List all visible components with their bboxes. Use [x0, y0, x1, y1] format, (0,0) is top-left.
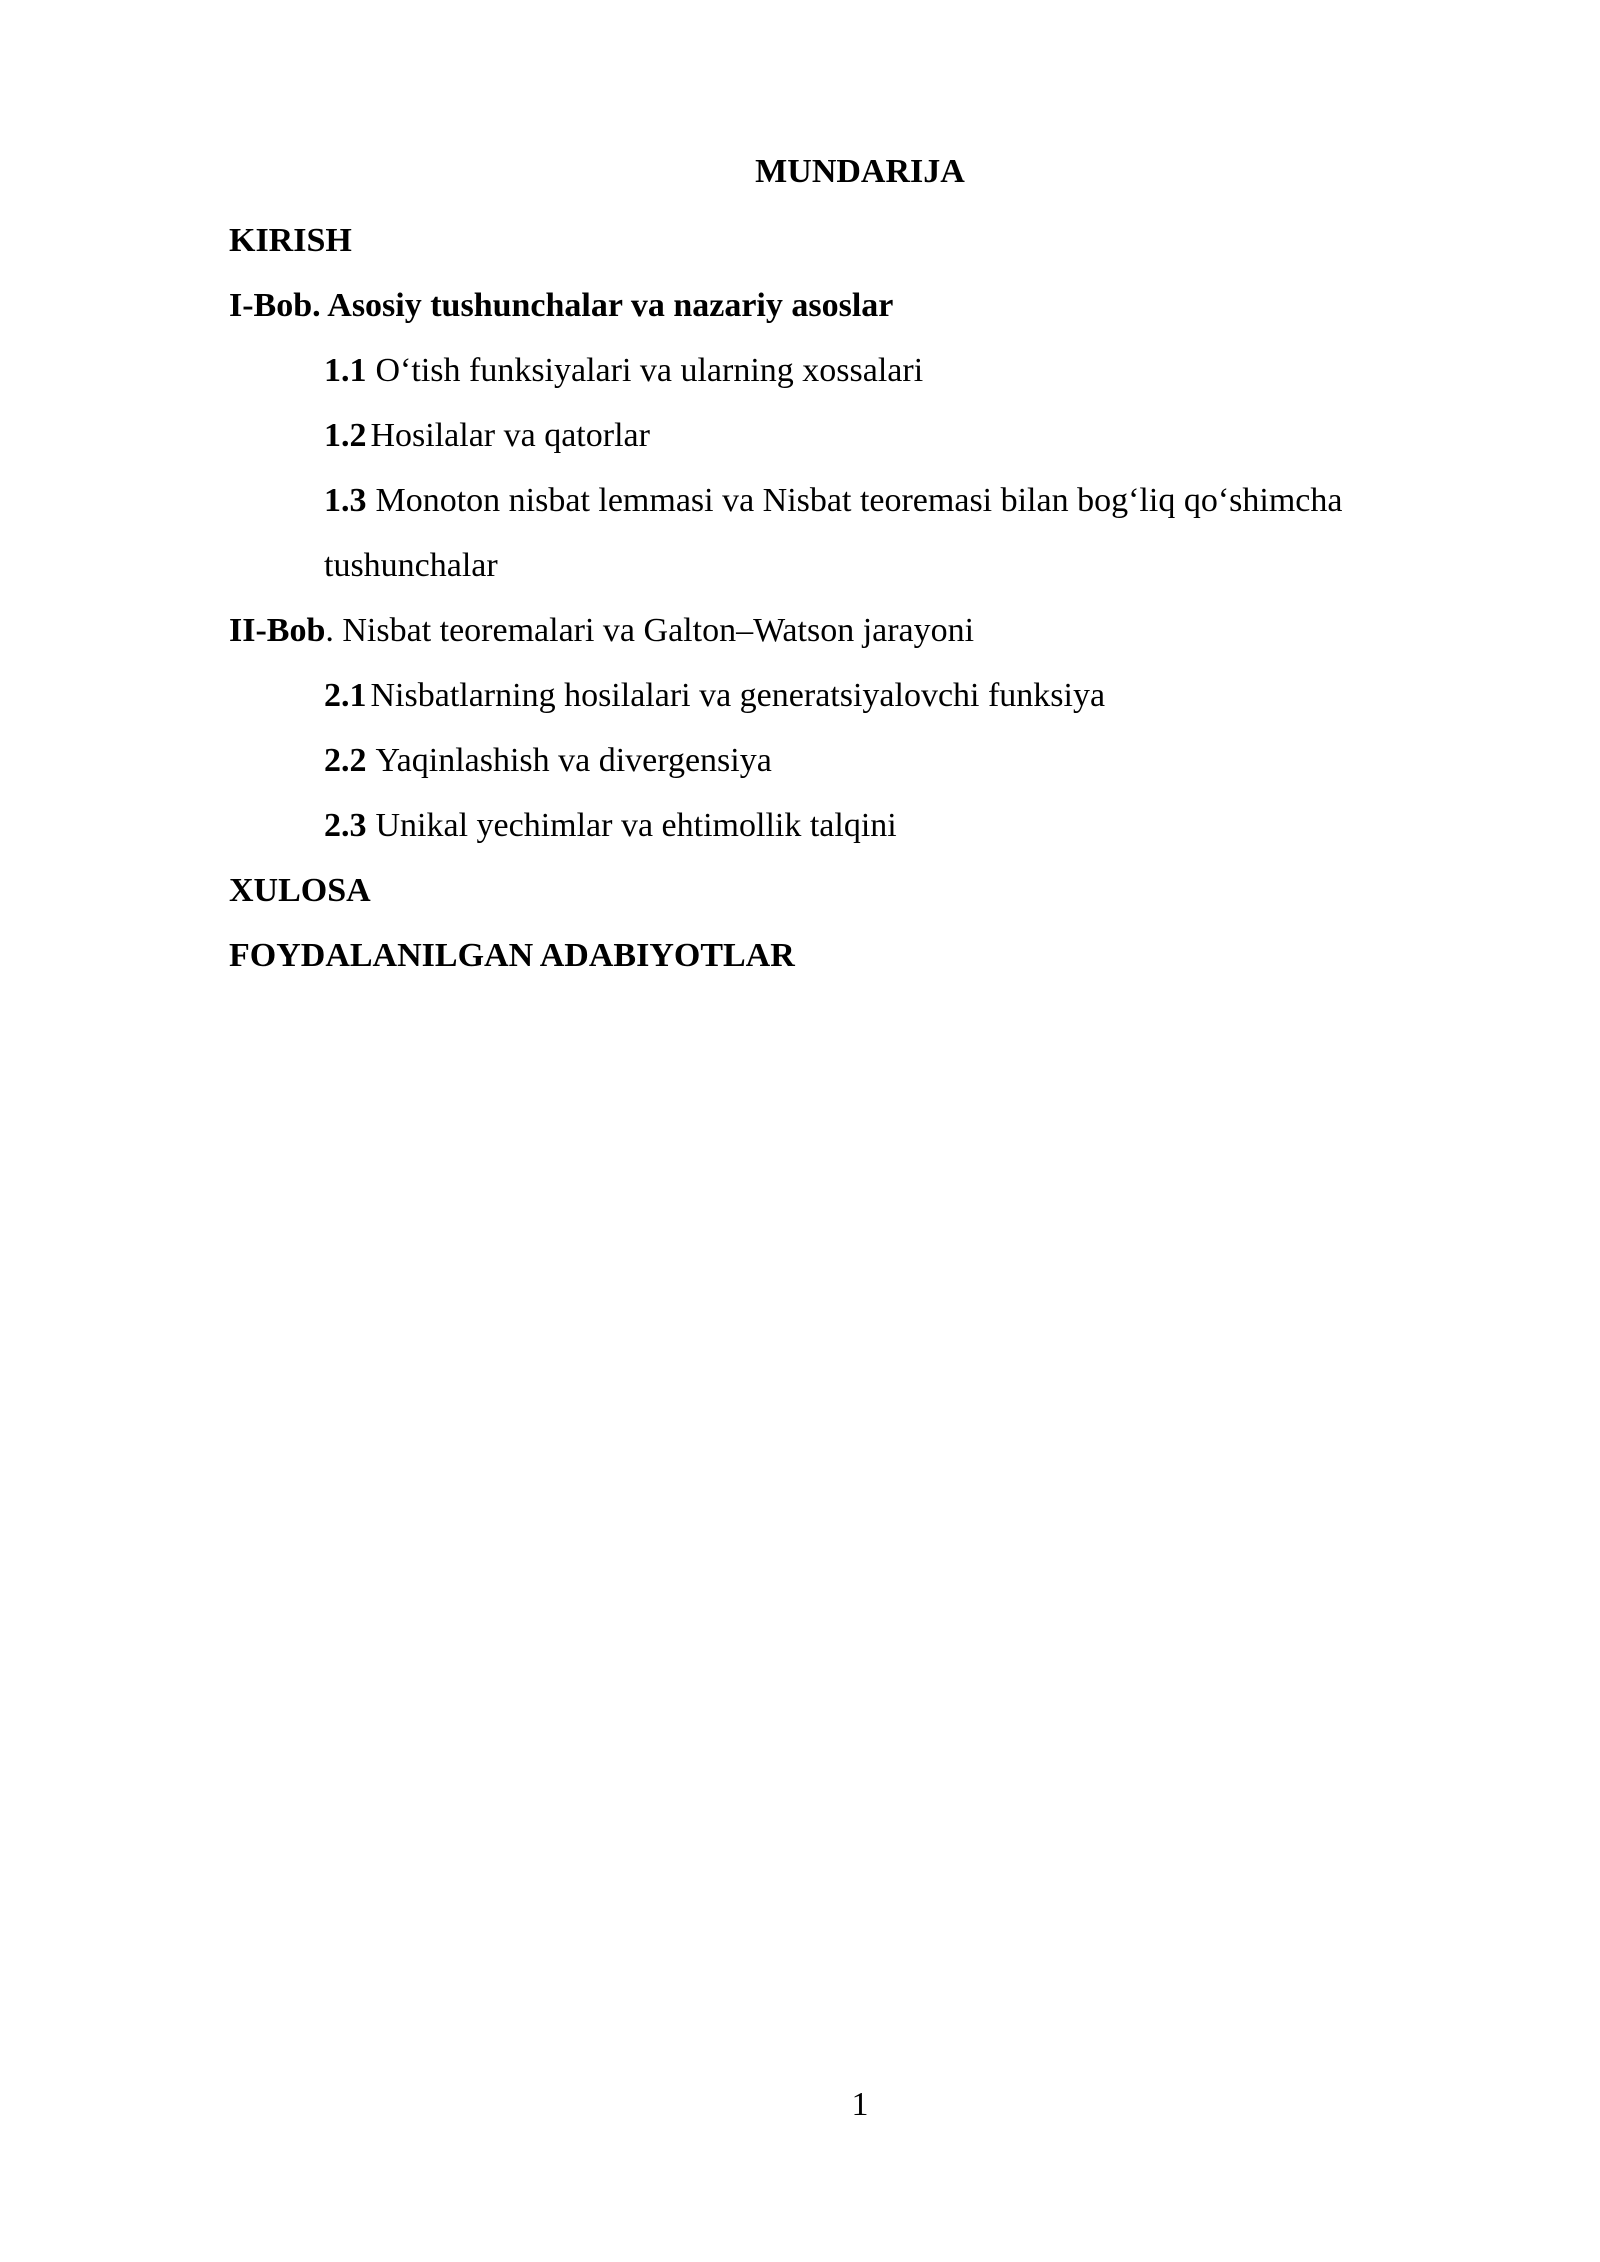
toc-number: 1.1 [324, 352, 367, 389]
toc-entry-1-3-continuation: tushunchalar [324, 547, 498, 584]
toc-entry-text: Hosilalar va qatorlar [370, 417, 650, 454]
toc-number: 1.2 [324, 417, 367, 454]
chapter-label: II-Bob [229, 612, 326, 649]
toc-entry-chapter-2 [229, 607, 1469, 672]
toc-number: 2.3 [324, 807, 367, 844]
toc-entry-2-3 [229, 802, 1469, 867]
toc-entry-text: O‘tish funksiyalari va ularning xossalari [375, 352, 924, 389]
toc-entry-1-3 [229, 477, 1469, 542]
toc-entry-2-1 [229, 672, 1469, 737]
toc-entry-kirish: KIRISH [229, 222, 352, 259]
toc-entry-references: FOYDALANILGAN ADABIYOTLAR [229, 937, 795, 974]
table-of-contents [229, 217, 1469, 997]
toc-entry-1-1 [229, 347, 1469, 412]
toc-number: 2.2 [324, 742, 367, 779]
toc-entry-1-2 [229, 412, 1469, 477]
toc-number: 2.1 [324, 677, 367, 714]
toc-entry-text: Monoton nisbat lemmasi va Nisbat teoremasi bilan bog‘liq qo‘shimcha [375, 482, 1343, 519]
toc-number: 1.3 [324, 482, 367, 519]
page-number: 1 [851, 2086, 869, 2123]
toc-entry-2-2 [229, 737, 1469, 802]
toc-entry-text: Yaqinlashish va divergensiya [375, 742, 772, 779]
toc-entry-xulosa: XULOSA [229, 872, 371, 909]
toc-title: MUNDARIJA [755, 153, 965, 190]
toc-entry-text: Unikal yechimlar va ehtimollik talqini [375, 807, 897, 844]
chapter-title: . Nisbat teoremalari va Galton–Watson jarayoni [325, 612, 975, 649]
toc-entry-chapter-1: I-Bob. Asosiy tushunchalar va nazariy asoslar [229, 287, 894, 324]
toc-entry-text: Nisbatlarning hosilalari va generatsiyalovchi funksiya [370, 677, 1106, 714]
